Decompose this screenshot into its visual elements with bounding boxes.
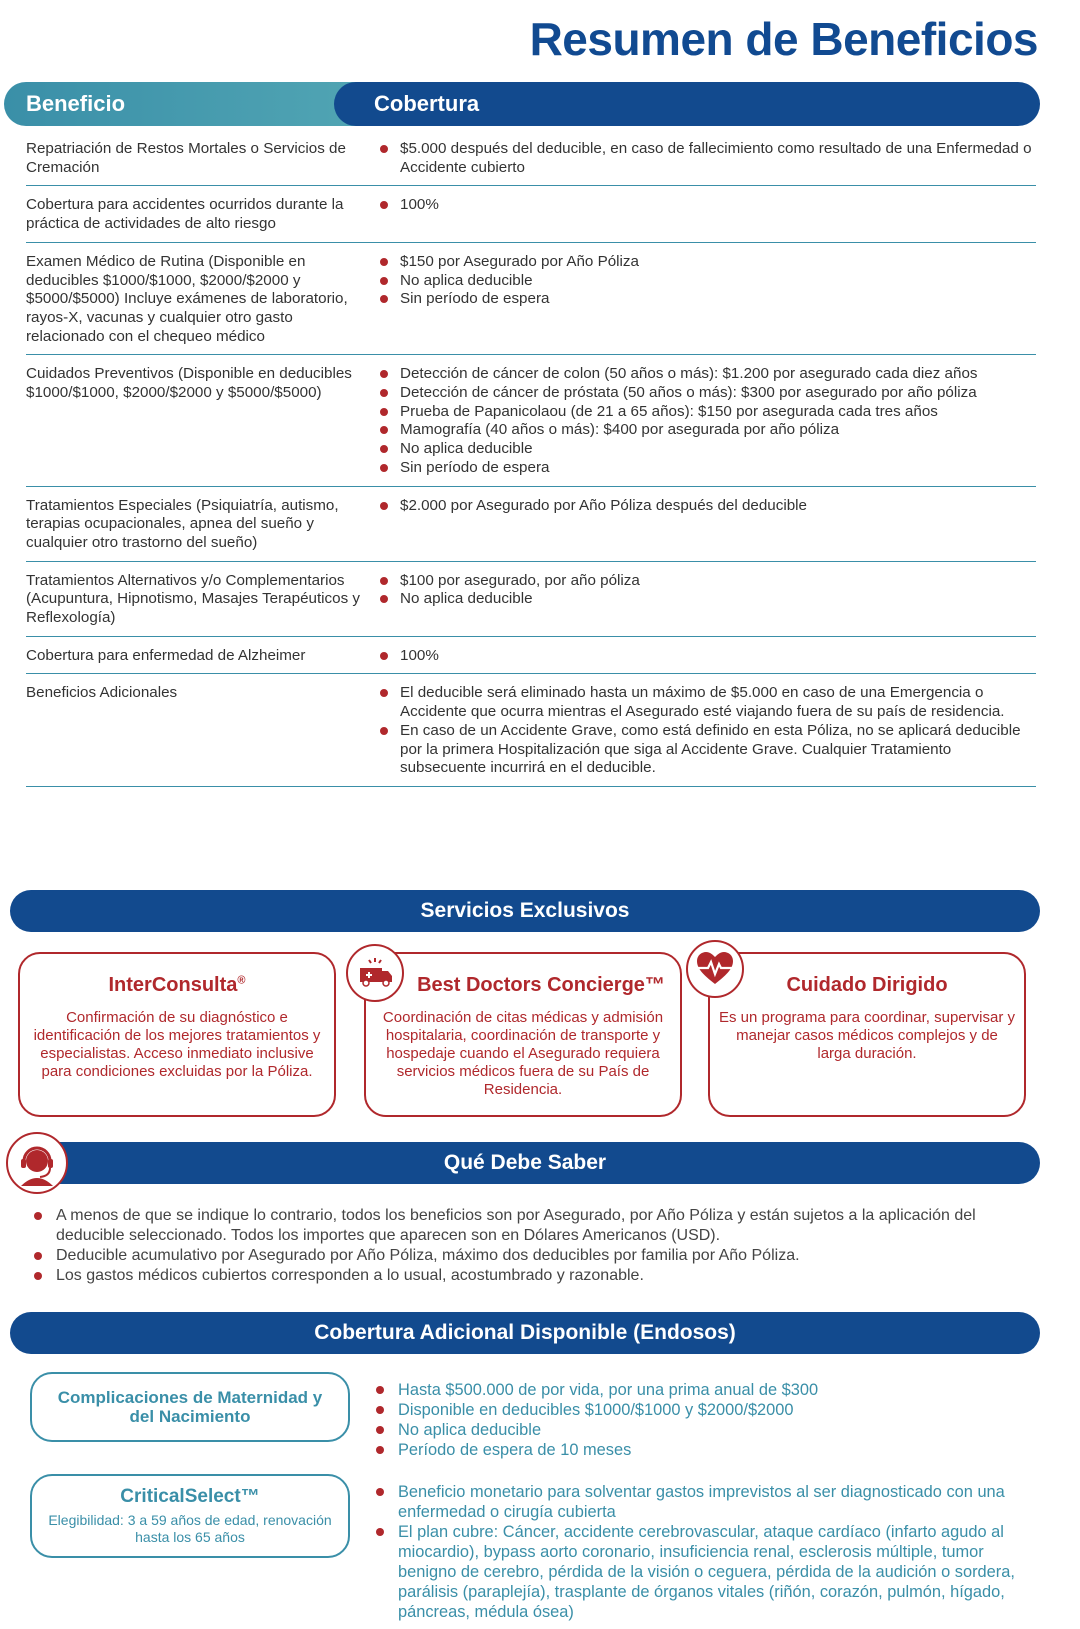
list-item: Sin período de espera <box>376 459 1036 478</box>
coverage-cell <box>376 684 1036 778</box>
list-item: Detección de cáncer de próstata (50 años o más): $300 por asegurado por año póliza <box>376 384 1036 403</box>
card-text: Coordinación de citas médicas y admisión hospitalaria, coordinación de transporte y hospedaje cuando el Asegurado requiera servicios médicos fuera de su País de Residencia. <box>382 1009 664 1098</box>
criticalselect-pill <box>30 1474 350 1558</box>
list-item: No aplica deducible <box>376 590 1036 609</box>
card-title: Best Doctors Concierge™ <box>417 974 665 996</box>
coverage-cell <box>376 253 1036 347</box>
criticalselect-eligibility: Elegibilidad: 3 a 59 años de edad, renovación hasta los 65 años <box>48 1512 332 1545</box>
benefit-cell: Tratamientos Alternativos y/o Complementarios (Acupuntura, Hipnotismo, Masajes Terapéuticos y Reflexología) <box>26 571 361 627</box>
list-item: Período de espera de 10 meses <box>370 1440 1035 1460</box>
cuidado-dirigido-card <box>708 952 1026 1117</box>
coverage-cell <box>376 196 1036 233</box>
list-item: Detección de cáncer de colon (50 años o más): $1.200 por asegurado cada diez años <box>376 365 1036 384</box>
list-item: Hasta $500.000 de por vida, por una prima anual de $300 <box>370 1380 1035 1400</box>
list-item: No aplica deducible <box>376 272 1036 291</box>
list-item: En caso de un Accidente Grave, como está definido en esta Póliza, no se aplicará deducible por la primera Hospitalización que siga al Accidente Grave. Cualquier Tratamiento subsecuente incurrirá en el deducible. <box>376 722 1036 778</box>
table-row <box>26 186 1036 242</box>
list-item: $5.000 después del deducible, en caso de fallecimiento como resultado de una Enfermedad o Accidente cubierto <box>376 140 1036 177</box>
header-benefit <box>4 82 384 126</box>
card-text: Confirmación de su diagnóstico e identificación de los mejores tratamientos y especialistas. Acceso inmediato inclusive para condiciones excluidas por la Póliza. <box>33 1009 321 1080</box>
coverage-cell <box>376 140 1036 177</box>
coverage-cell <box>376 497 1036 553</box>
coverage-cell <box>376 647 1036 666</box>
benefit-cell: Repatriación de Restos Mortales o Servicios de Cremación <box>26 140 346 176</box>
table-row <box>26 487 1036 562</box>
support-agent-icon <box>6 1132 68 1194</box>
card-title: Cuidado Dirigido <box>786 974 948 996</box>
criticalselect-label: CriticalSelect™ <box>120 1486 260 1507</box>
table-row <box>26 562 1036 637</box>
best-doctors-card <box>364 952 682 1117</box>
list-item: A menos de que se indique lo contrario, todos los beneficios son por Asegurado, por Año Póliza y están sujetos a la aplicación del deducible seleccionado. Todos los importes que aparecen son en Dólares Americanos (USD). <box>30 1206 1020 1246</box>
table-row <box>26 243 1036 356</box>
table-row <box>26 674 1036 787</box>
benefit-cell: Cuidados Preventivos (Disponible en deducibles $1000/$1000, $2000/$2000 y $5000/$5000) <box>26 365 352 402</box>
list-item: Prueba de Papanicolaou (de 21 a 65 años): $150 por asegurada cada tres años <box>376 403 1036 422</box>
registered-mark: ® <box>237 974 246 987</box>
list-item: No aplica deducible <box>370 1420 1035 1440</box>
list-item: 100% <box>376 196 1036 215</box>
list-item: No aplica deducible <box>376 440 1036 459</box>
page-title: Resumen de Beneficios <box>529 13 1038 65</box>
benefit-cell: Cobertura para enfermedad de Alzheimer <box>26 646 306 664</box>
heart-pulse-icon <box>686 940 744 998</box>
know-list <box>30 1206 1020 1286</box>
criticalselect-list <box>370 1482 1035 1622</box>
table-row <box>26 355 1036 486</box>
table-row <box>26 130 1036 186</box>
table-row <box>26 637 1036 675</box>
endosos-banner: Cobertura Adicional Disponible (Endosos) <box>10 1312 1040 1354</box>
header-coverage <box>334 82 1040 126</box>
benefit-cell: Examen Médico de Rutina (Disponible en deducibles $1000/$1000, $2000/$2000 y $5000/$5000) Incluye exámenes de laboratorio, rayos-X, vacunas y cualquier otro gasto relacionado con el chequeo médico <box>26 252 348 345</box>
maternity-pill <box>30 1372 350 1442</box>
list-item: Sin período de espera <box>376 290 1036 309</box>
card-title-text: InterConsulta <box>108 974 238 996</box>
benefit-cell: Cobertura para accidentes ocurridos durante la práctica de actividades de alto riesgo <box>26 196 344 233</box>
table-header <box>4 82 1040 126</box>
benefit-cell: Beneficios Adicionales <box>26 684 178 702</box>
header-coverage-label: Cobertura <box>374 91 480 116</box>
list-item: Deducible acumulativo por Asegurado por Año Póliza, máximo dos deducibles por familia por Año Póliza. <box>30 1246 1020 1266</box>
benefit-cell: Tratamientos Especiales (Psiquiatría, autismo, terapias ocupacionales, apnea del sueño y cualquier otro trastorno del sueño) <box>26 496 339 551</box>
list-item: $100 por asegurado, por año póliza <box>376 572 1036 591</box>
coverage-cell <box>376 365 1036 477</box>
exclusive-services-banner: Servicios Exclusivos <box>10 890 1040 932</box>
ambulance-icon <box>346 944 404 1002</box>
list-item: Disponible en deducibles $1000/$1000 y $2000/$2000 <box>370 1400 1035 1420</box>
list-item: Beneficio monetario para solventar gastos imprevistos al ser diagnosticado con una enfermedad o cirugía cubierta <box>370 1482 1035 1522</box>
interconsulta-card <box>18 952 336 1117</box>
benefits-table <box>26 130 1036 787</box>
card-title <box>20 974 334 997</box>
coverage-cell <box>376 572 1036 628</box>
list-item: $2.000 por Asegurado por Año Póliza después del deducible <box>376 497 1036 516</box>
maternity-label: Complicaciones de Maternidad y del Nacimiento <box>57 1388 323 1426</box>
list-item: Mamografía (40 años o más): $400 por asegurada por año póliza <box>376 421 1036 440</box>
list-item: 100% <box>376 647 1036 666</box>
maternity-list <box>370 1380 1035 1460</box>
list-item: El plan cubre: Cáncer, accidente cerebrovascular, ataque cardíaco (infarto agudo al miocardio), bypass aorto coronario, insuficiencia renal, esclerosis múltiple, tumor benigno de cerebro, pérdida de la visión o ceguera, pérdida de la audición o sordera, parálisis (paraplejía), trasplante de órganos vitales (riñón, corazón, pulmón, hígado, páncreas, médula ósea) <box>370 1522 1035 1622</box>
header-benefit-label: Beneficio <box>26 91 126 116</box>
list-item: El deducible será eliminado hasta un máximo de $5.000 en caso de una Emergencia o Accidente que ocurra mientras el Asegurado esté viajando fuera de su país de residencia. <box>376 684 1036 721</box>
know-banner: Qué Debe Saber <box>10 1142 1040 1184</box>
card-text: Es un programa para coordinar, supervisar y manejar casos médicos complejos y de larga duración. <box>719 1009 1015 1062</box>
list-item: $150 por Asegurado por Año Póliza <box>376 253 1036 272</box>
list-item: Los gastos médicos cubiertos corresponden a lo usual, acostumbrado y razonable. <box>30 1266 1020 1286</box>
